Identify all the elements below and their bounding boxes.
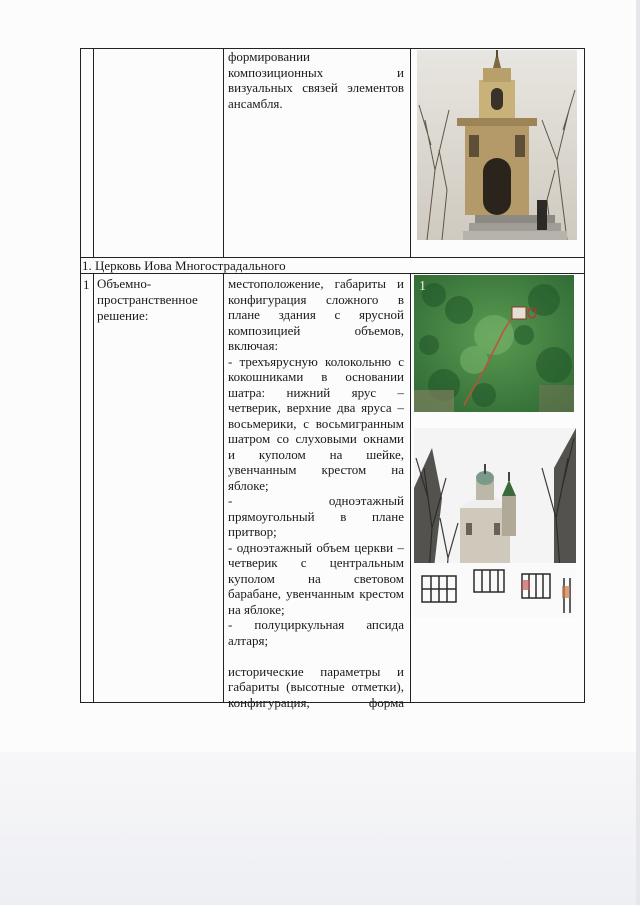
- text-line: - полуциркульная апсида: [228, 617, 404, 632]
- text-line: плане здания с ярусной: [228, 307, 404, 322]
- row-label-line: пространственное: [97, 292, 198, 307]
- row-label: [97, 276, 209, 324]
- text-line: местоположение, габариты и: [228, 276, 404, 291]
- table-left-border: [80, 48, 81, 703]
- text-line: композицией объемов,: [228, 322, 404, 338]
- aerial-map: [414, 275, 574, 412]
- text-line: четверик с центральным: [228, 555, 404, 570]
- table-col3-divider-top: [410, 48, 411, 257]
- text-line: барабане, увенчанным крестом: [228, 586, 404, 601]
- text-line: притвор;: [228, 524, 277, 539]
- text-line: - трехъярусную колокольню с: [228, 353, 404, 369]
- page-lower-margin: [0, 752, 640, 905]
- text-line: - одноэтажный: [228, 493, 404, 508]
- row-label-line: Объемно-: [97, 276, 152, 291]
- text-line: четверик, верхние два яруса –: [228, 400, 404, 415]
- text-line: включая:: [228, 338, 279, 353]
- text-line: шатра: нижний ярус –: [228, 384, 404, 400]
- table-col1-divider-top: [93, 48, 94, 257]
- text-line: конфигурация сложного в: [228, 291, 404, 307]
- text-line: восьмерики, с восьмигранным: [228, 415, 404, 431]
- text-line: кокошниками в основании: [228, 369, 404, 384]
- text-line: яблоке;: [228, 477, 269, 493]
- text-line: и куполом на шейке,: [228, 446, 404, 462]
- text-line: на яблоке;: [228, 601, 285, 617]
- table-col2-divider: [223, 273, 224, 703]
- map-label: 1: [419, 279, 426, 294]
- text-line: габариты (высотные отметки),: [228, 679, 404, 694]
- text-line: - одноэтажный объем церкви –: [228, 539, 404, 555]
- top-row-description: [228, 49, 404, 111]
- table-col1-divider: [93, 273, 94, 703]
- text-line: ансамбля.: [228, 95, 283, 111]
- text-line: шатром со слуховыми окнами: [228, 431, 404, 446]
- section-title: 1. Церковь Иова Многострадального: [82, 258, 286, 273]
- text-line: формировании: [228, 49, 311, 64]
- table-right-border: [584, 48, 585, 703]
- text-line: визуальных связей элементов: [228, 80, 404, 95]
- table-col2-divider-top: [223, 48, 224, 257]
- text-line: исторические параметры и: [228, 663, 404, 679]
- row-description: [228, 276, 404, 710]
- text-line: куполом на световом: [228, 570, 404, 586]
- page-edge: [636, 0, 640, 905]
- text-line: [228, 648, 404, 664]
- text-line: алтаря;: [228, 632, 269, 648]
- text-line: увенчанным крестом на: [228, 462, 404, 477]
- table-section-bottom: [80, 273, 585, 274]
- row-number: 1: [83, 277, 90, 292]
- text-line: композиционных и: [228, 64, 404, 80]
- table-col3-divider: [410, 273, 411, 703]
- text-line: конфигурация, форма: [228, 694, 404, 710]
- church-photo-top: [417, 50, 577, 240]
- text-line: прямоугольный в плане: [228, 508, 404, 524]
- church-photo-winter: [414, 428, 576, 618]
- row-label-line: решение:: [97, 308, 149, 323]
